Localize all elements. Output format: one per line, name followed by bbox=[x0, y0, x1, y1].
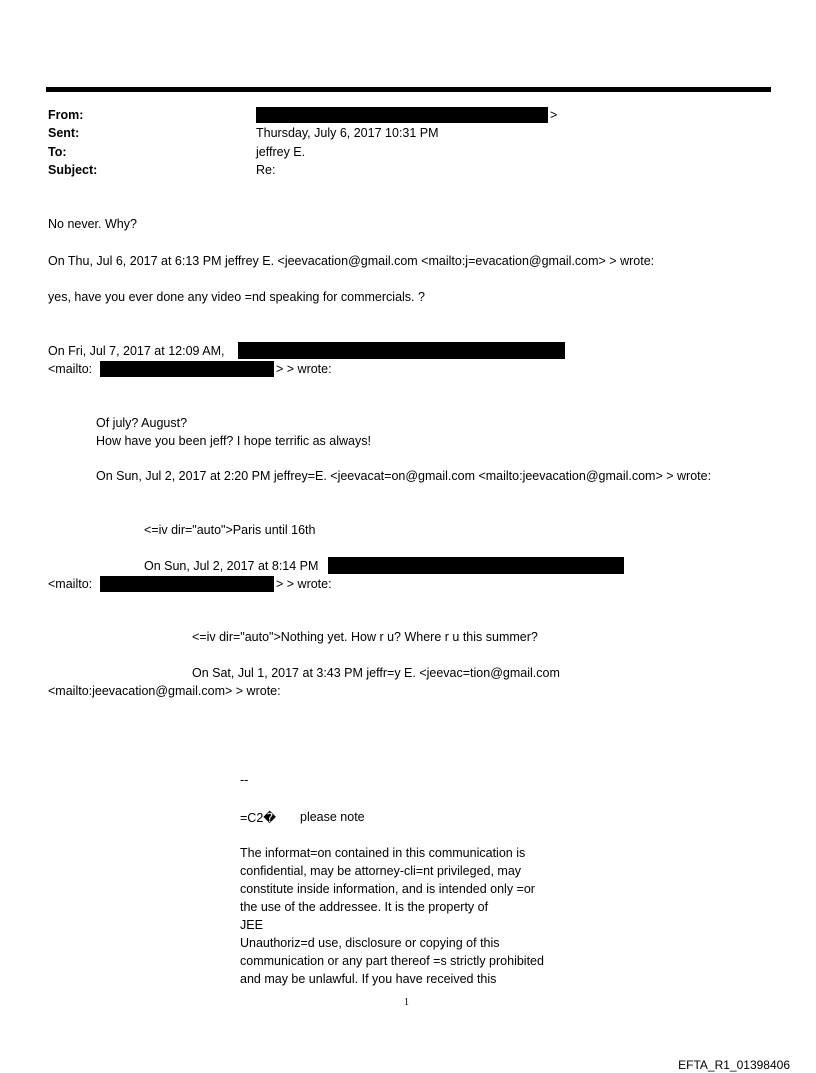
page-number: 1 bbox=[404, 997, 409, 1008]
body-line-10: On Sun, Jul 2, 2017 at 8:14 PM bbox=[144, 559, 319, 573]
disclaimer-line: Unauthoriz=d use, disclosure or copying of this bbox=[240, 936, 500, 950]
to-value: jeffrey E. bbox=[256, 145, 306, 159]
body-line-5-prefix: <mailto: bbox=[48, 362, 93, 376]
from-tail: > bbox=[550, 108, 558, 122]
disclaimer-line: the use of the addressee. It is the property of bbox=[240, 900, 489, 914]
body-line-6: Of july? August? bbox=[96, 416, 188, 430]
body-line-9: <=iv dir="auto">Paris until 16th bbox=[144, 523, 316, 537]
disclaimer-line: constitute inside information, and is intended only =or bbox=[240, 882, 535, 896]
disclaimer-line: confidential, may be attorney-cli=nt privileged, may bbox=[240, 864, 522, 878]
disclaimer-line: The informat=on contained in this communication is bbox=[240, 846, 526, 860]
redacted-email-1 bbox=[100, 361, 274, 377]
subject-label: Subject: bbox=[48, 163, 98, 177]
redacted-email-2 bbox=[100, 576, 274, 592]
body-line-7: How have you been jeff? I hope terrific as always! bbox=[96, 434, 371, 448]
subject-value: Re: bbox=[256, 163, 276, 177]
disclaimer-line: and may be unlawful. If you have received this bbox=[240, 972, 497, 986]
body-line-12: <=iv dir="auto">Nothing yet. How r u? Where r u this summer? bbox=[192, 630, 538, 644]
redacted-sender bbox=[256, 107, 548, 123]
body-line-1: No never. Why? bbox=[48, 217, 137, 231]
sent-value: Thursday, July 6, 2017 10:31 PM bbox=[256, 126, 439, 140]
note-code: =C2� bbox=[240, 811, 277, 825]
signature-dashes: -- bbox=[240, 773, 249, 787]
disclaimer-line: JEE bbox=[240, 918, 263, 932]
body-line-11-prefix: <mailto: bbox=[48, 577, 93, 591]
document-id: EFTA_R1_01398406 bbox=[678, 1058, 790, 1072]
to-label: To: bbox=[48, 145, 67, 159]
redacted-name-1 bbox=[238, 342, 565, 359]
redacted-name-2 bbox=[328, 557, 624, 574]
sent-label: Sent: bbox=[48, 126, 80, 140]
body-line-13: On Sat, Jul 1, 2017 at 3:43 PM jeffr=y E. <jeevac=tion@gmail.com bbox=[192, 666, 560, 680]
body-line-3: yes, have you ever done any video =nd speaking for commercials. ? bbox=[48, 290, 425, 304]
disclaimer-line: communication or any part thereof =s strictly prohibited bbox=[240, 954, 544, 968]
body-line-2: On Thu, Jul 6, 2017 at 6:13 PM jeffrey E. <jeevacation@gmail.com <mailto:j=evacation@gmail.com> > wrote: bbox=[48, 254, 655, 268]
from-label: From: bbox=[48, 108, 84, 122]
body-line-11-suffix: > > wrote: bbox=[276, 577, 332, 591]
header-rule bbox=[46, 87, 771, 92]
body-line-5-suffix: > > wrote: bbox=[276, 362, 332, 376]
body-line-8: On Sun, Jul 2, 2017 at 2:20 PM jeffrey=E. <jeevacat=on@gmail.com <mailto:jeevacation@gmail.com> > wrote: bbox=[96, 469, 712, 483]
body-line-14: <mailto:jeevacation@gmail.com> > wrote: bbox=[48, 684, 281, 698]
note-text: please note bbox=[300, 810, 365, 824]
body-line-4: On Fri, Jul 7, 2017 at 12:09 AM, bbox=[48, 344, 225, 358]
